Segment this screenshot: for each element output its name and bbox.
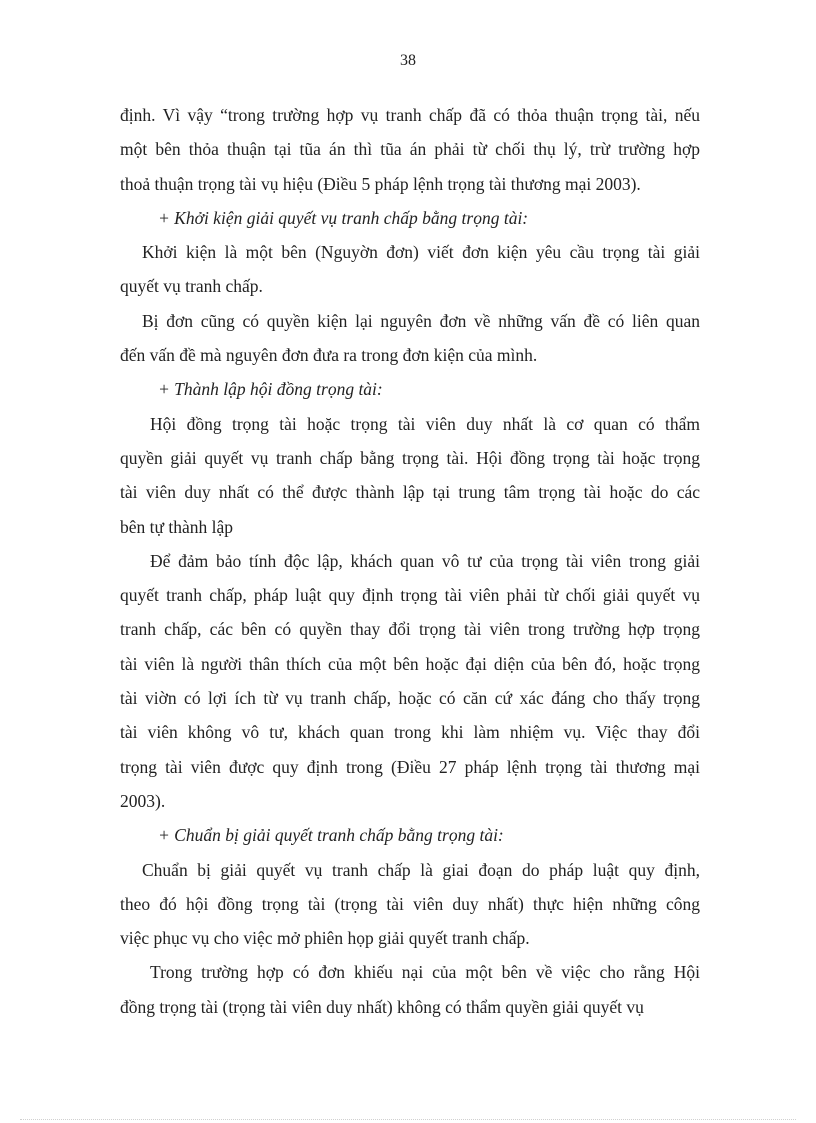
text-line: 2003). <box>120 790 166 811</box>
text-line: quyết vụ tranh chấp. <box>120 276 263 297</box>
text-line: bên tự thành lập <box>120 516 233 537</box>
text-line: một bên thỏa thuận tại tũa án thì tũa án phải từ chối thụ lý, trừ trường hợp <box>120 139 700 160</box>
text-line: Khởi kiện là một bên (Nguyờn đơn) viết đơn kiện yêu cầu trọng tài giải <box>142 242 700 263</box>
text-line: trọng tài viên được quy định trong (Điều 27 pháp lệnh trọng tài thương mại <box>120 756 700 777</box>
page-number: 38 <box>400 52 416 69</box>
text-line: thoả thuận trọng tài vụ hiệu (Điều 5 pháp lệnh trọng tài thương mại 2003). <box>120 173 641 194</box>
text-line: tài viên là người thân thích của một bên hoặc đại diện của bên đó, hoặc trọng <box>120 653 700 674</box>
section-heading: + Chuẩn bị giải quyết tranh chấp bằng trọng tài: <box>158 825 504 846</box>
text-line: quyết tranh chấp, pháp luật quy định trọng tài viên phải từ chối giải quyết vụ <box>120 585 700 606</box>
text-line: Hội đồng trọng tài hoặc trọng tài viên duy nhất là cơ quan có thẩm <box>150 413 700 434</box>
text-line: Trong trường hợp có đơn khiếu nại của một bên về việc cho rằng Hội <box>150 962 700 983</box>
section-heading: + Khởi kiện giải quyết vụ tranh chấp bằng trọng tài: <box>158 207 529 228</box>
text-line: tài viên không vô tư, khách quan trong khi làm nhiệm vụ. Việc thay đổi <box>120 722 700 743</box>
section-heading: + Thành lập hội đồng trọng tài: <box>158 379 383 400</box>
document-body <box>120 98 700 1024</box>
text-line: đến vấn đề mà nguyên đơn đưa ra trong đơn kiện của mình. <box>120 345 538 366</box>
text-line: quyền giải quyết vụ tranh chấp bằng trọng tài. Hội đồng trọng tài hoặc trọng <box>120 447 700 468</box>
page-bottom-divider <box>20 1119 796 1120</box>
text-line: theo đó hội đồng trọng tài (trọng tài viên duy nhất) thực hiện những công <box>120 893 700 914</box>
text-line: việc phục vụ cho việc mở phiên họp giải quyết tranh chấp. <box>120 928 530 949</box>
text-line: tranh chấp, các bên có quyền thay đổi trọng tài viên trong trường hợp trọng <box>120 619 700 640</box>
text-line: Bị đơn cũng có quyền kiện lại nguyên đơn về những vấn đề có liên quan <box>142 310 700 331</box>
text-line: tài viờn có lợi ích từ vụ tranh chấp, hoặc có căn cứ xác đáng cho thấy trọng <box>120 688 700 709</box>
text-line: tài viên duy nhất có thể được thành lập tại trung tâm trọng tài hoặc do các <box>120 482 700 503</box>
text-line: đồng trọng tài (trọng tài viên duy nhất) không có thẩm quyền giải quyết vụ <box>120 996 644 1017</box>
text-line: định. Vì vậy “trong trường hợp vụ tranh chấp đã có thỏa thuận trọng tài, nếu <box>120 105 700 125</box>
text-line: Để đảm bảo tính độc lập, khách quan vô tư của trọng tài viên trong giải <box>150 550 700 571</box>
text-line: Chuẩn bị giải quyết vụ tranh chấp là giai đoạn do pháp luật quy định, <box>142 859 700 880</box>
